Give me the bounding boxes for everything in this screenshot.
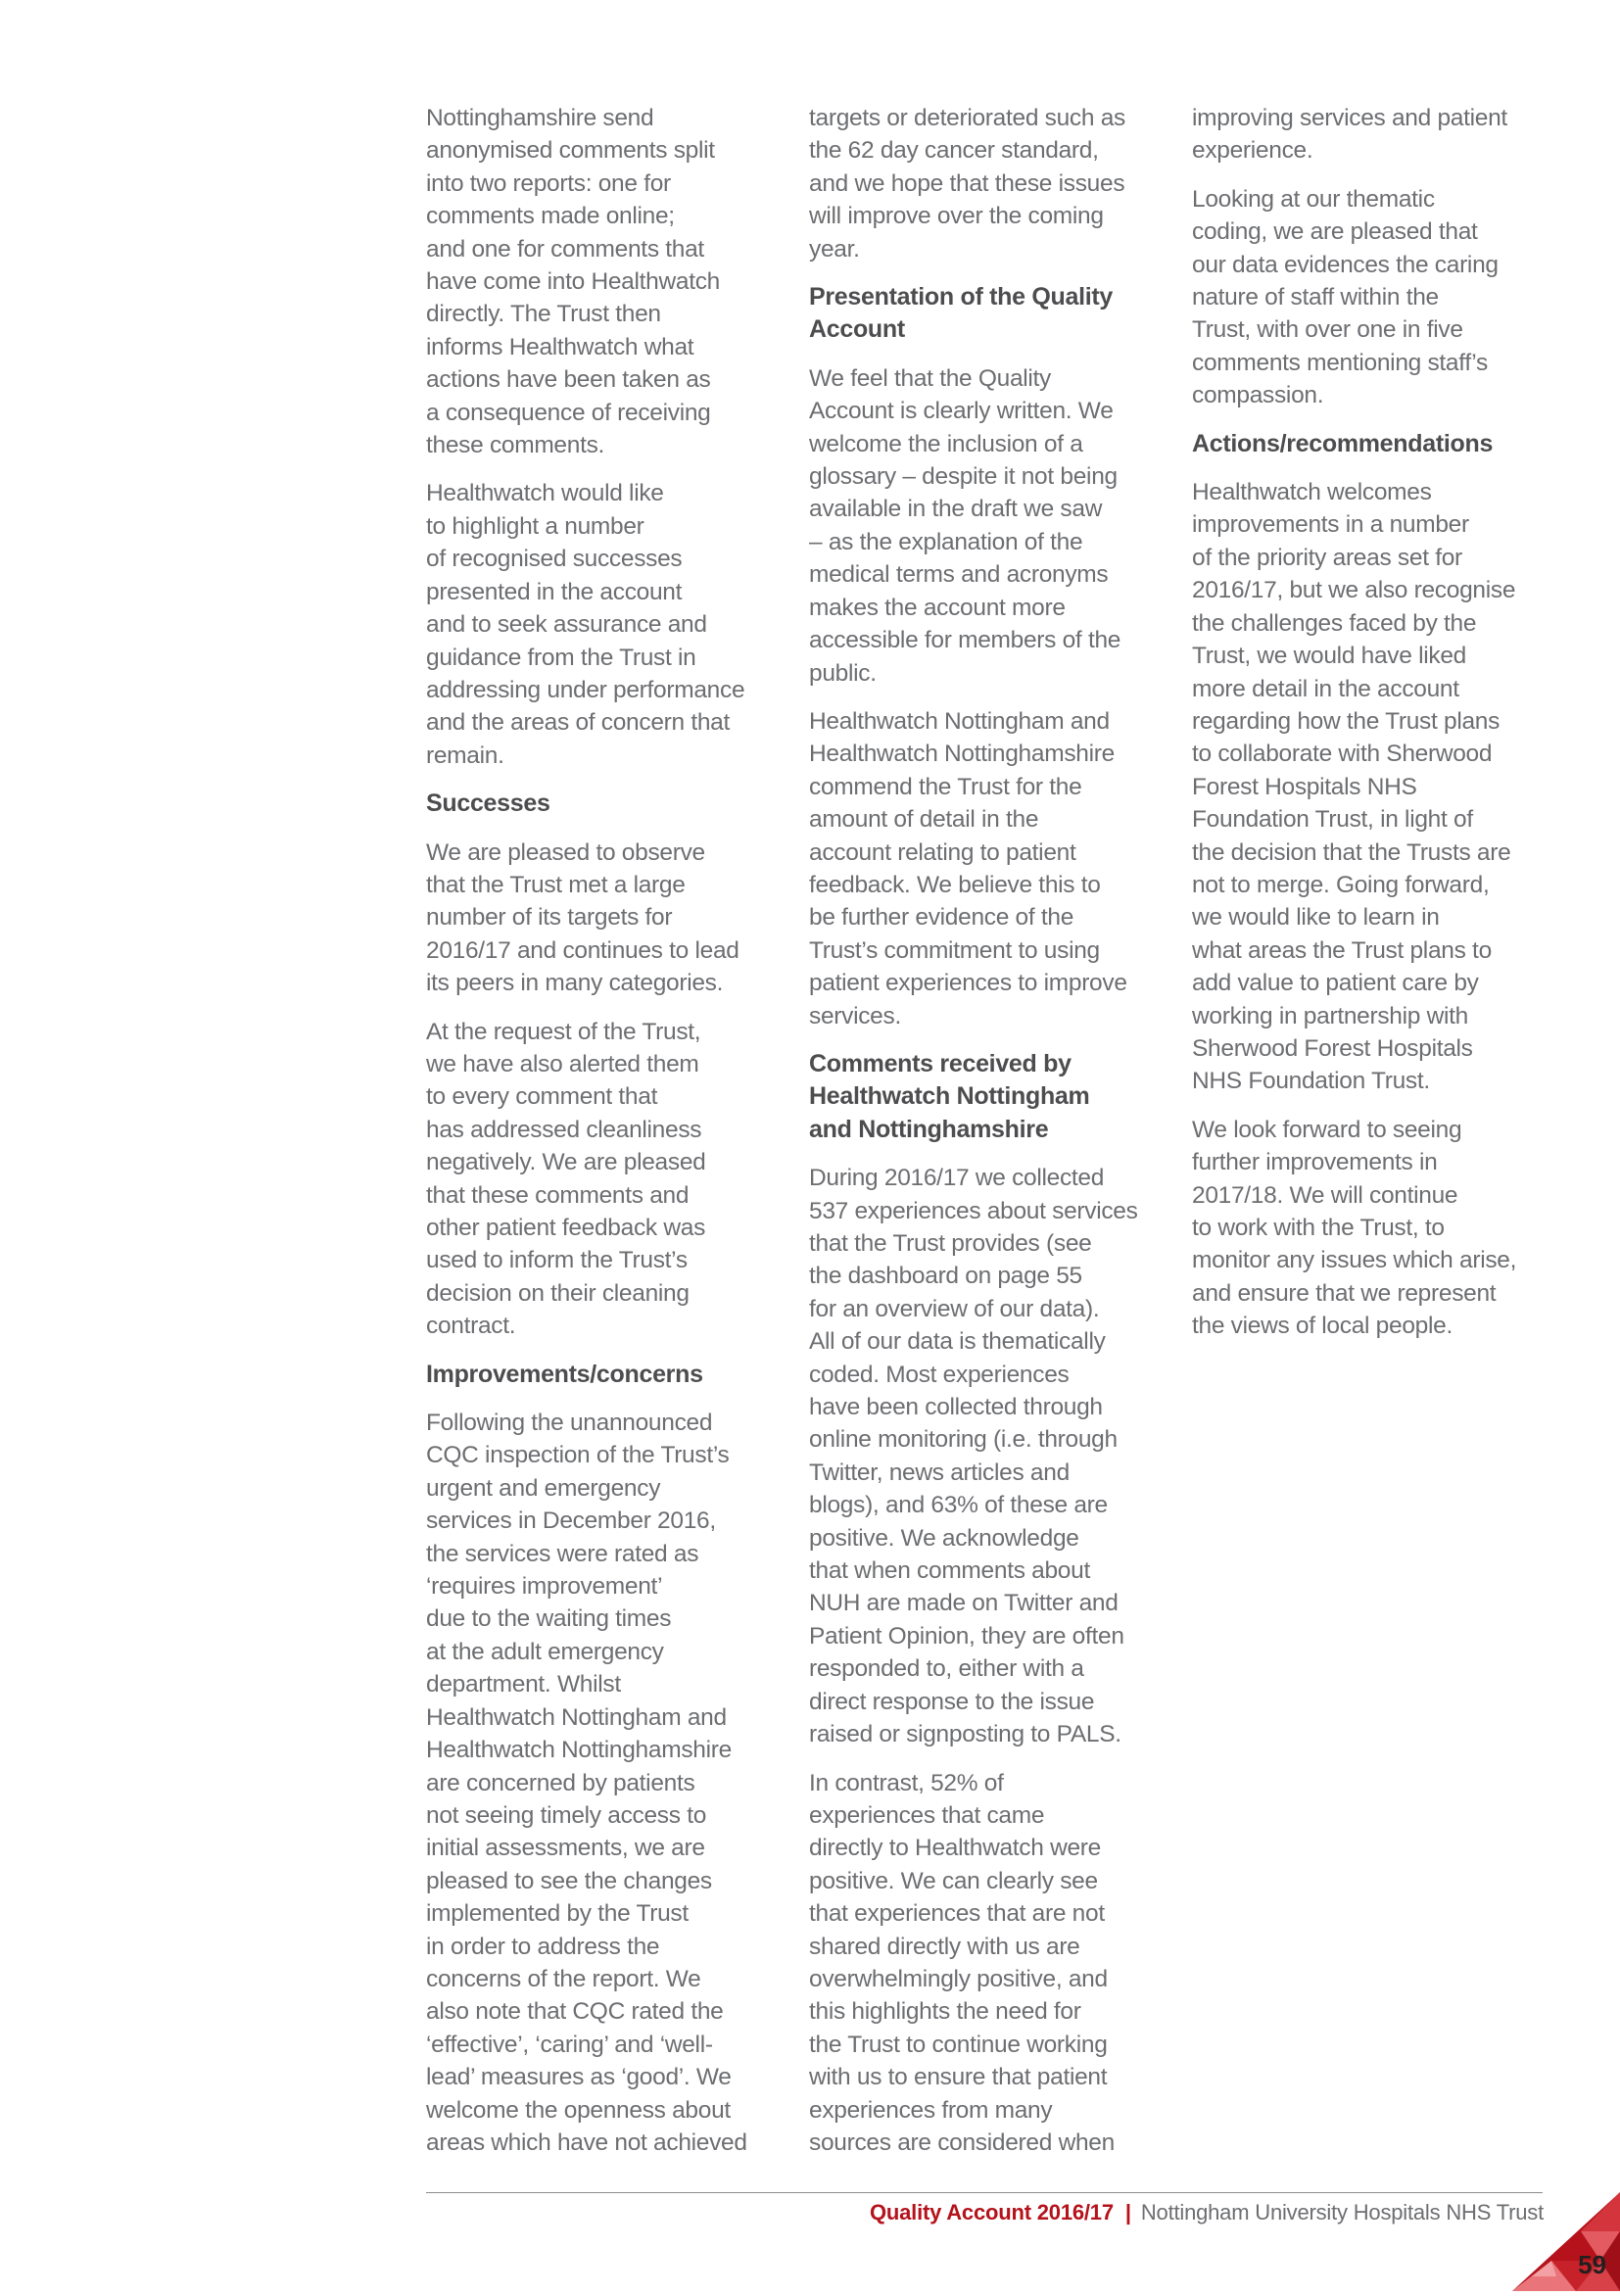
section-heading-presentation: Presentation of the Quality Account [809,283,1114,344]
organisation-name: Nottingham University Hospitals NHS Trust [1140,2200,1544,2224]
paragraph: We look forward to seeing further improvements in 2017/18. We will continue to work with the Trust, to monitor any issues which arise, and ensure that we represent the views of local people. [1192,1116,1517,1340]
section-heading-successes: Successes [426,789,550,818]
paragraph: Looking at our thematic coding, we are pleased that our data evidences the caring nature of staff within the Trust, with over one in five comments mentioning staff’s compassion. [1192,185,1499,409]
paragraph: We feel that the Quality Account is clearly written. We welcome the inclusion of a glossary – despite it not being available in the draft we saw – as the explanation of the medical terms and acronyms makes the account more accessible for members of the public. [809,364,1121,687]
section-heading-comments-received: Comments received by Healthwatch Nottingham and Nottinghamshire [809,1049,1090,1143]
paragraph: During 2016/17 we collected 537 experiences about services that the Trust provides (see the dashboard on page 55 for an overview of our data). All of our data is thematically coded. Most experiences have been collected through online monitoring (i.e. through Twitter, news articles and blogs), and 63% of these are positive. We acknowledge that when comments about NUH are made on Twitter and Patient Opinion, they are often responded to, either with a direct response to the issue raised or signposting to PALS. [809,1165,1138,1748]
document-title: Quality Account 2016/17 [869,2200,1114,2224]
paragraph: improving services and patient experience. [1192,105,1507,165]
paragraph: At the request of the Trust, we have also alerted them to every comment that has addressed cleanliness negatively. We are pleased that these comments and other patient feedback was used to inform the Trust’s decision on their cleaning contract. [426,1018,706,1340]
corner-triangle-graphic [1512,2192,1620,2291]
text-column-2 [809,102,1164,2175]
paragraph: In contrast, 52% of experiences that came directly to Healthwatch were positive. We can clearly see that experiences that are not shared directly with us are overwhelmingly positive, and this highlights the need for the Trust to continue working with us to ensure that patient experiences from many sources are considered when [809,1769,1115,2156]
section-heading-improvements: Improvements/concerns [426,1360,703,1388]
page-footer [870,2198,1544,2227]
paragraph: Following the unannounced CQC inspection of the Trust’s urgent and emergency services in December 2016, the services were rated as ‘requires improvement’ due to the waiting times at the adult emergency department. Whilst Healthwatch Nottingham and Healthwatch Nottinghamshire are concerned by patients not seeing timely access to initial assessments, we are pleased to see the changes implemented by the Trust in order to address the concerns of the report. We also note that CQC rated the ‘effective’, ‘caring’ and ‘well- lead’ measures as ‘good’. We welcome the openness about areas which have not achieved [426,1410,747,2156]
footer-separator: | [1124,2200,1131,2224]
paragraph: Healthwatch would like to highlight a number of recognised successes presented in the account and to seek assurance and guidance from the Trust in addressing under performance and the areas of concern that remain. [426,480,745,769]
page-number: 59 [1578,2250,1606,2279]
paragraph: Nottinghamshire send anonymised comments split into two reports: one for comments made online; and one for comments that have come into Healthwatch directly. The Trust then informs Healthwatch what actions have been taken as a consequence of receiving these comments. [426,105,720,459]
text-column-1 [426,102,781,2175]
paragraph: We are pleased to observe that the Trust met a large number of its targets for 2016/17 and continues to lead its peers in many categories. [426,838,739,997]
section-heading-actions: Actions/recommendations [1192,429,1494,457]
paragraph: targets or deteriorated such as the 62 day cancer standard, and we hope that these issues will improve over the coming year. [809,105,1125,263]
footer-divider [426,2192,1543,2193]
paragraph: Healthwatch welcomes improvements in a number of the priority areas set for 2016/17, but we also recognise the challenges faced by the Trust, we would have liked more detail in the account regarding how the Trust plans to collaborate with Sherwood Forest Hospitals NHS Foundation Trust, in light of the decision that the Trusts are not to merge. Going forward, we would like to learn in what areas the Trust plans to add value to patient care by working in partnership with Sherwood Forest Hospitals NHS Foundation Trust. [1192,479,1516,1095]
text-column-3 [1192,102,1547,1359]
paragraph: Healthwatch Nottingham and Healthwatch Nottinghamshire commend the Trust for the amount of detail in the account relating to patient feedback. We believe this to be further evidence of the Trust’s commitment to using patient experiences to improve services. [809,707,1127,1029]
